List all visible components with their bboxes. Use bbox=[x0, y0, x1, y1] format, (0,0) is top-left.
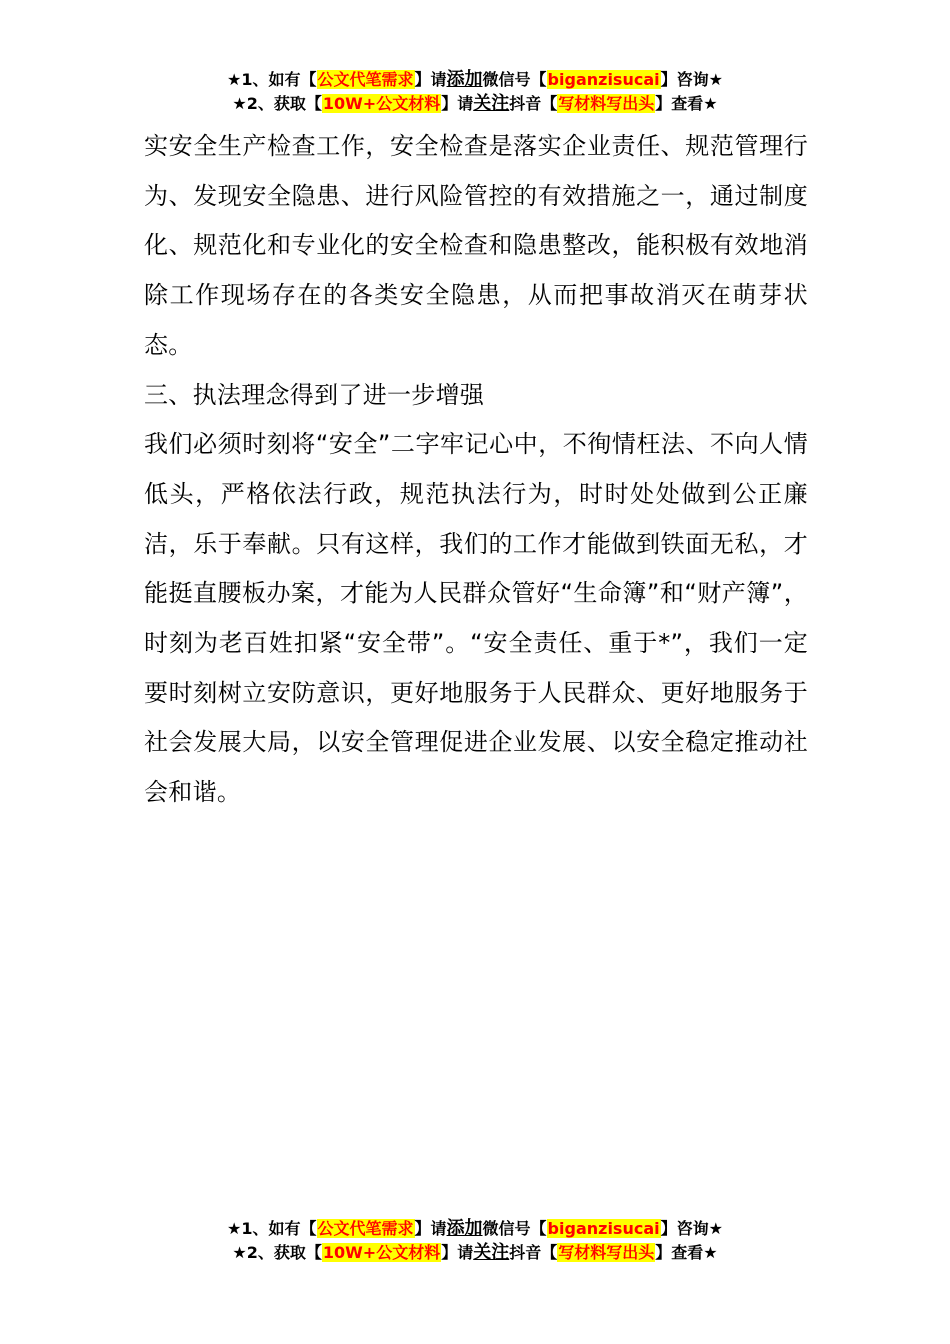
promo-line-2: ★2、获取【10W+公文材料】请关注抖音【写材料写出头】查看★ bbox=[232, 93, 718, 114]
document-body bbox=[144, 122, 808, 818]
section-heading: 三、执法理念得到了进一步增强 bbox=[144, 380, 485, 409]
footer-promo-banner bbox=[0, 1217, 950, 1265]
highlight-douyin-account: 写材料写出头 bbox=[558, 1243, 655, 1262]
promo-line-1: ★1、如有【公文代笔需求】请添加微信号【biganzisucai】咨询★ bbox=[227, 1218, 723, 1239]
highlight-wechat-id: biganzisucai bbox=[547, 1219, 660, 1238]
header-promo-banner bbox=[0, 68, 950, 116]
highlight-service: 公文代笔需求 bbox=[317, 1219, 414, 1238]
highlight-materials: 10W+公文材料 bbox=[322, 1243, 441, 1262]
highlight-service: 公文代笔需求 bbox=[317, 70, 414, 89]
highlight-wechat-id: biganzisucai bbox=[547, 70, 660, 89]
promo-line-2: ★2、获取【10W+公文材料】请关注抖音【写材料写出头】查看★ bbox=[232, 1242, 718, 1263]
promo-line-1: ★1、如有【公文代笔需求】请添加微信号【biganzisucai】咨询★ bbox=[227, 69, 723, 90]
paragraph-law-enforcement: 我们必须时刻将“安全”二字牢记心中，不徇情枉法、不向人情低头，严格依法行政，规范执法行为，时时处处做到公正廉洁，乐于奉献。只有这样，我们的工作才能做到铁面无私，才能挺直腰板办案，才能为人民群众管好“生命簿”和“财产簿”，时刻为老百姓扣紧“安全带”。“安全责任、重于*”，我们一定要时刻树立安防意识，更好地服务于人民群众、更好地服务于社会发展大局，以安全管理促进企业发展、以安全稳定推动社会和谐。 bbox=[144, 430, 808, 807]
highlight-douyin-account: 写材料写出头 bbox=[558, 94, 655, 113]
highlight-materials: 10W+公文材料 bbox=[322, 94, 441, 113]
paragraph-safety-inspection: 实安全生产检查工作，安全检查是落实企业责任、规范管理行为、发现安全隐患、进行风险管控的有效措施之一，通过制度化、规范化和专业化的安全检查和隐患整改，能积极有效地消除工作现场存在的各类安全隐患，从而把事故消灭在萌芽状态。 bbox=[144, 132, 808, 359]
